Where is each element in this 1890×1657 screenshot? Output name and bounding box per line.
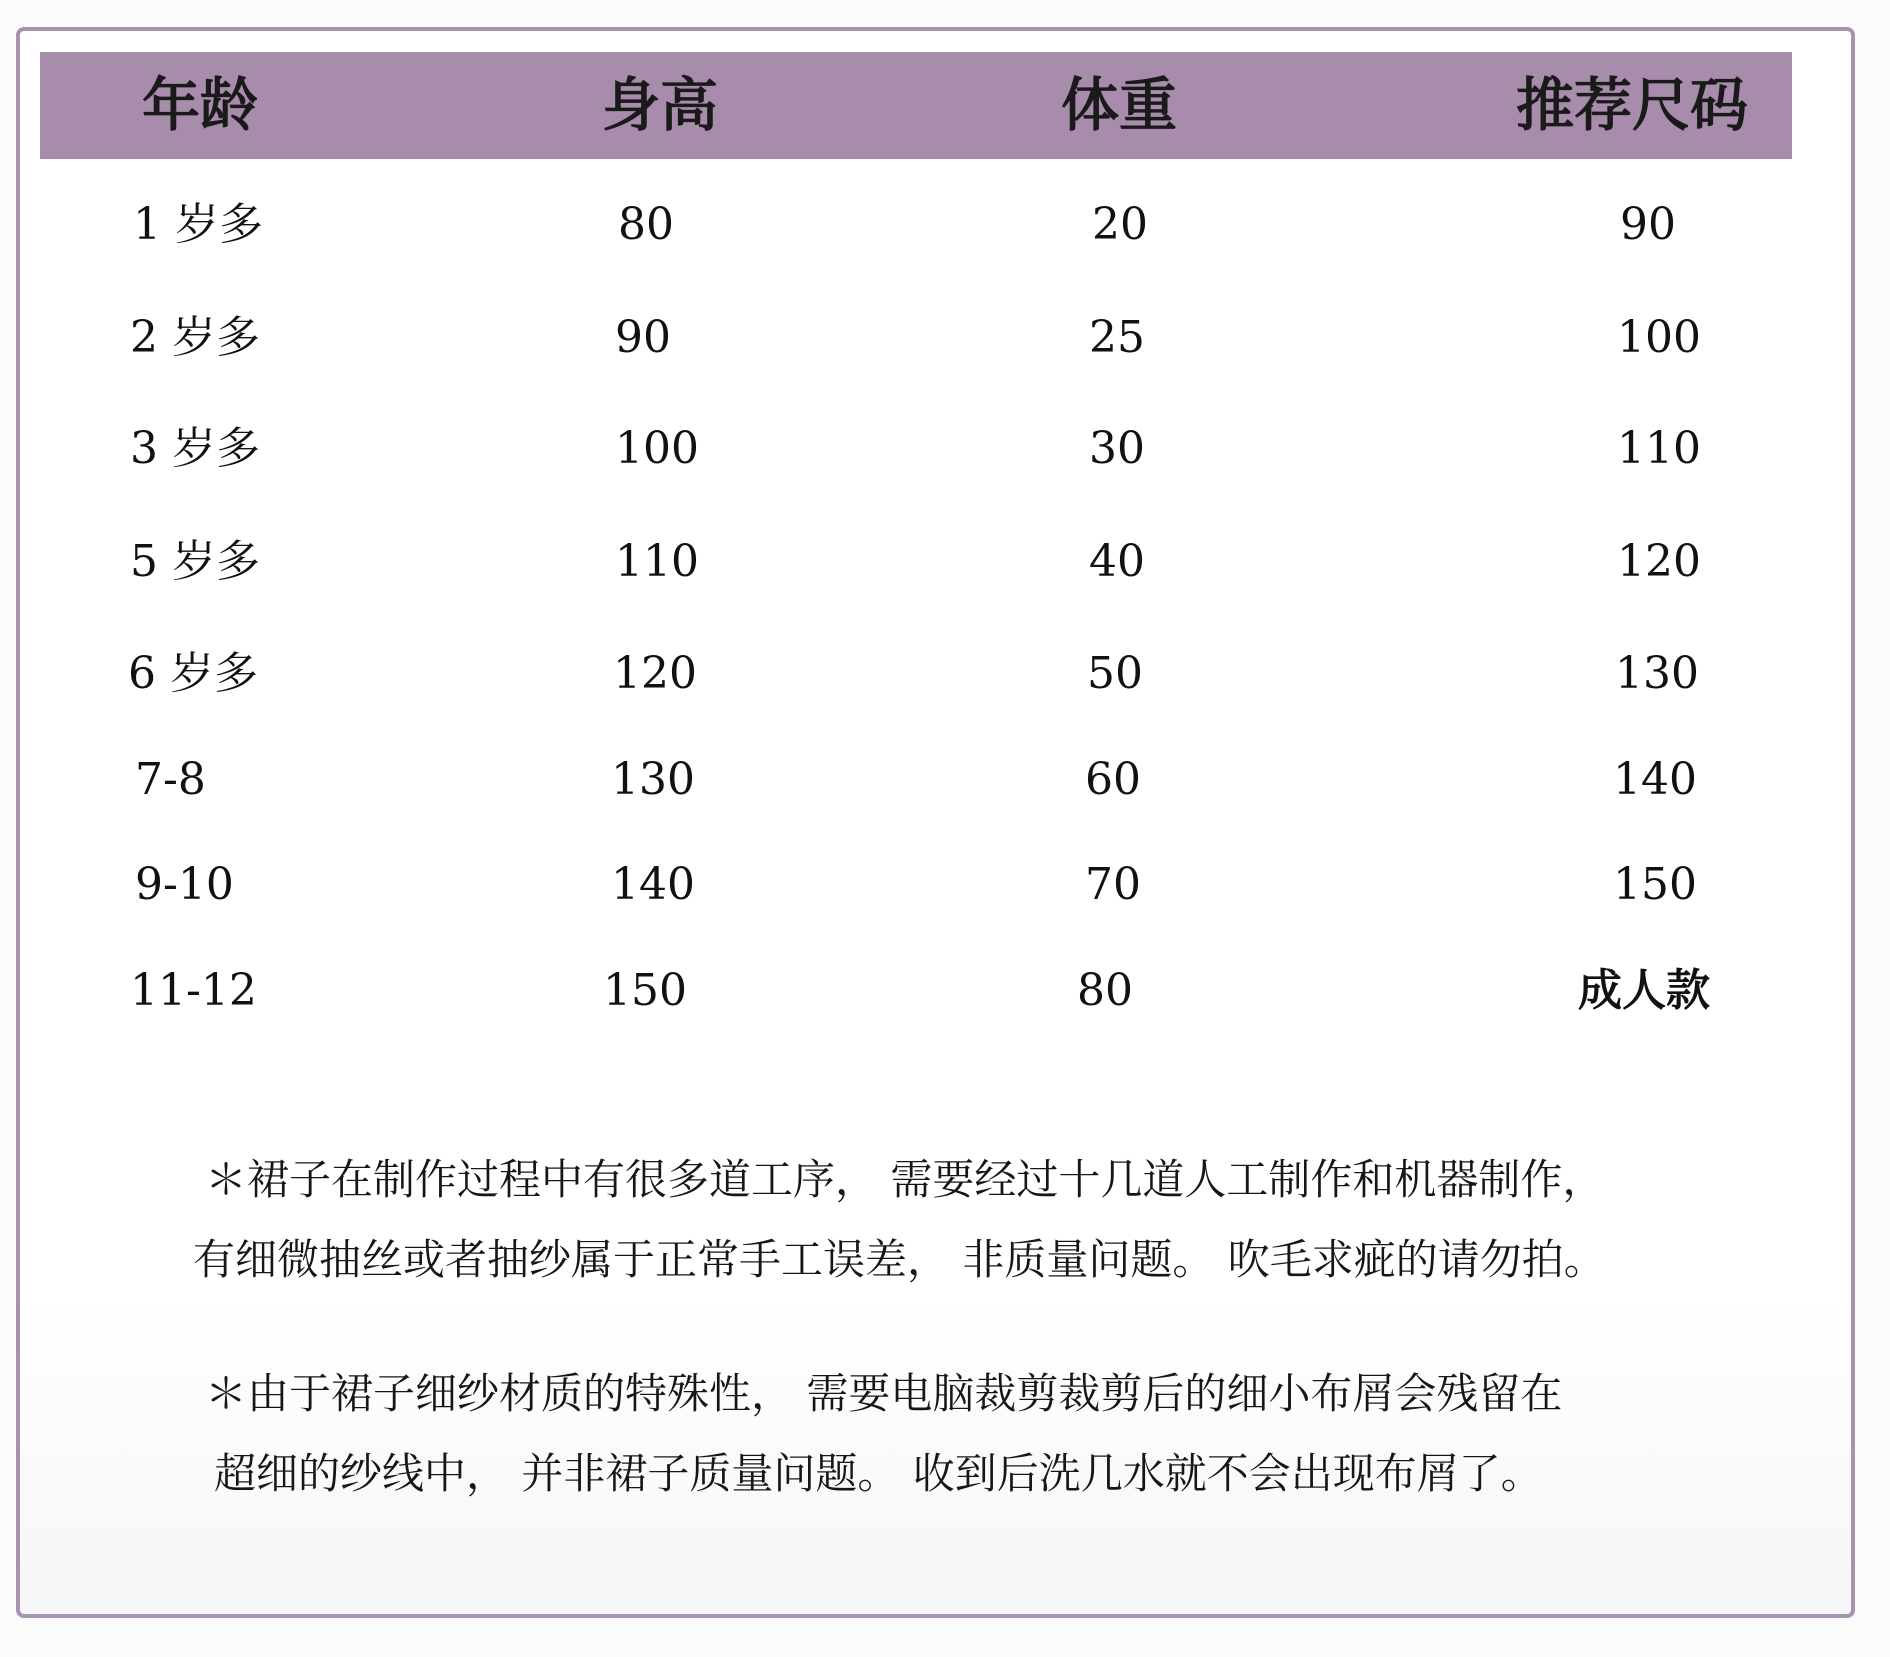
note-2-line-2: 超细的纱线中， 并非裙子质量问题。 收到后洗几水就不会出现布屑了。: [214, 1449, 1543, 1498]
table-cell-height: 110: [615, 536, 699, 587]
table-cell-size: 140: [1613, 754, 1697, 805]
table-cell-size: 110: [1617, 423, 1701, 474]
table-cell-weight: 25: [1089, 312, 1145, 363]
table-cell-size: 130: [1615, 648, 1699, 699]
table-cell-height: 100: [615, 423, 699, 474]
table-cell-weight: 20: [1092, 199, 1148, 250]
table-cell-weight: 40: [1089, 536, 1145, 587]
table-cell-weight: 70: [1085, 859, 1141, 910]
table-cell-weight: 50: [1087, 648, 1143, 699]
table-cell-size: 150: [1613, 859, 1697, 910]
table-cell-age: 5 岁多: [130, 536, 260, 587]
table-cell-size: 成人款: [1578, 965, 1710, 1016]
header-weight: 体重: [1061, 71, 1178, 139]
table-cell-age: 2 岁多: [130, 312, 260, 363]
table-cell-height: 120: [613, 648, 697, 699]
table-cell-size: 120: [1617, 536, 1701, 587]
table-cell-size: 90: [1620, 199, 1676, 250]
table-cell-height: 80: [618, 199, 674, 250]
header-age: 年龄: [142, 71, 259, 139]
table-cell-age: 11-12: [130, 965, 257, 1016]
table-cell-weight: 60: [1085, 754, 1141, 805]
note-2-line-1: ＊由于裙子细纱材质的特殊性， 需要电脑裁剪裁剪后的细小布屑会残留在: [205, 1369, 1563, 1418]
header-height: 身高: [602, 71, 719, 139]
table-cell-height: 130: [611, 754, 695, 805]
table-cell-size: 100: [1617, 312, 1701, 363]
table-cell-age: 3 岁多: [130, 423, 260, 474]
note-1-line-1: ＊裙子在制作过程中有很多道工序， 需要经过十几道人工制作和机器制作，: [205, 1155, 1605, 1204]
note-1-line-2: 有细微抽丝或者抽纱属于正常手工误差， 非质量问题。 吹毛求疵的请勿拍。: [193, 1235, 1606, 1284]
table-cell-age: 9-10: [135, 859, 234, 910]
header-recommended-size: 推荐尺码: [1516, 71, 1749, 139]
table-cell-height: 90: [615, 312, 671, 363]
table-cell-age: 7-8: [135, 754, 206, 805]
table-cell-height: 150: [603, 965, 687, 1016]
table-cell-weight: 80: [1077, 965, 1133, 1016]
table-cell-weight: 30: [1089, 423, 1145, 474]
table-cell-age: 6 岁多: [128, 648, 258, 699]
table-cell-height: 140: [611, 859, 695, 910]
table-cell-age: 1 岁多: [133, 199, 263, 250]
